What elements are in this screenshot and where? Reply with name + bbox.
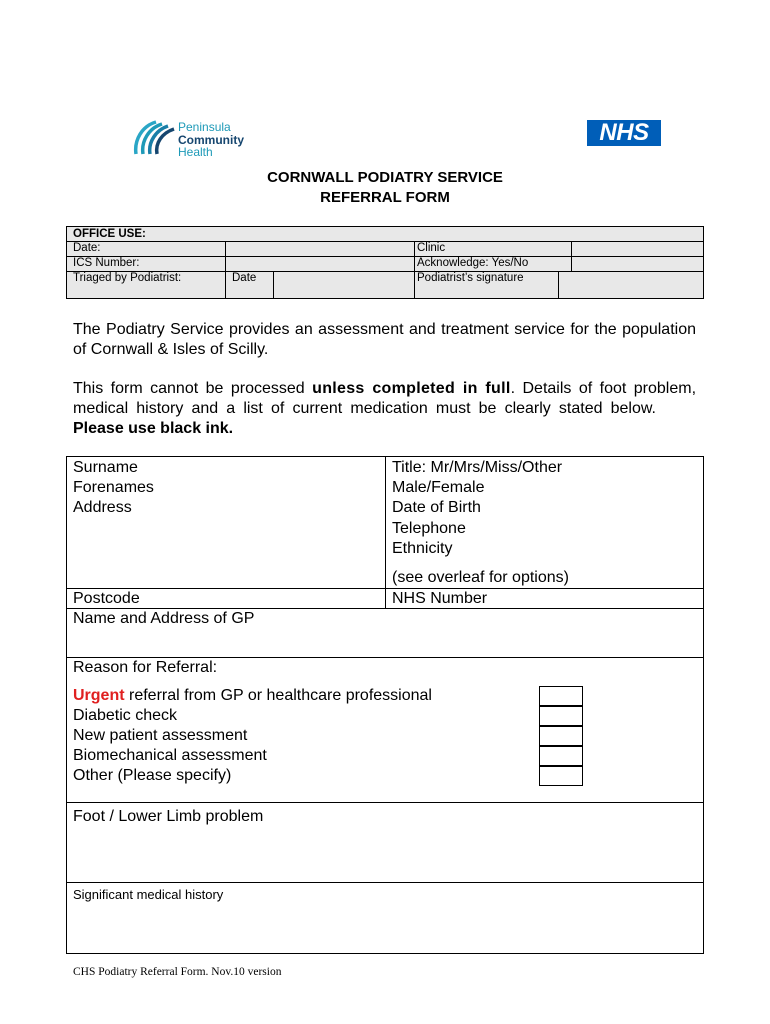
new-patient-option: New patient assessment — [73, 727, 248, 744]
date-label: Date: — [73, 242, 101, 254]
reason-heading: Reason for Referral: — [73, 659, 218, 676]
ethnicity-note: (see overleaf for options) — [392, 569, 569, 586]
black-ink-notice: Please use black ink. — [73, 420, 234, 437]
form-title-line-1: CORNWALL PODIATRY SERVICE — [267, 169, 503, 186]
diabetic-check-option: Diabetic check — [73, 707, 178, 724]
date-of-birth-label: Date of Birth — [392, 499, 481, 516]
title-label: Title: Mr/Mrs/Miss/Other — [392, 459, 563, 476]
new-patient-checkbox[interactable] — [539, 726, 583, 746]
biomechanical-option: Biomechanical assessment — [73, 747, 267, 764]
footer-version: CHS Podiatry Referral Form. Nov.10 version — [73, 966, 282, 978]
form-title-line-2: REFERRAL FORM — [320, 189, 450, 206]
wave-logo-icon — [132, 118, 178, 158]
instructions-paragraph: This form cannot be processed unless completed in full. Details of foot problem, medical history and a list of current medication must be clearly stated below.Please use black ink. — [73, 380, 697, 437]
logo-line-1: Peninsula — [178, 120, 231, 134]
medical-history-label: Significant medical history — [73, 887, 224, 902]
urgent-checkbox[interactable] — [539, 686, 583, 706]
podiatrist-signature-label: Podiatrist’s signature — [417, 272, 524, 284]
gp-label: Name and Address of GP — [73, 610, 255, 627]
diabetic-checkbox[interactable] — [539, 706, 583, 726]
nhs-number-label: NHS Number — [392, 590, 488, 607]
foot-problem-label: Foot / Lower Limb problem — [73, 808, 264, 825]
triaged-label: Triaged by Podiatrist: — [73, 272, 182, 284]
office-use-table — [66, 226, 704, 299]
ics-number-label: ICS Number: — [73, 257, 140, 269]
gender-label: Male/Female — [392, 479, 485, 496]
intro-paragraph: The Podiatry Service provides an assessment and treatment service for the population of Cornwall & Isles of Scilly. — [73, 321, 696, 358]
referral-form-table — [66, 456, 704, 954]
biomechanical-checkbox[interactable] — [539, 746, 583, 766]
address-label: Address — [73, 499, 132, 516]
office-use-heading: OFFICE USE: — [73, 228, 146, 240]
forenames-label: Forenames — [73, 479, 154, 496]
urgent-word: Urgent — [73, 687, 125, 704]
acknowledge-label: Acknowledge: Yes/No — [417, 257, 529, 269]
other-checkbox[interactable] — [539, 766, 583, 786]
urgent-referral-option: Urgent referral from GP or healthcare professional — [73, 687, 432, 704]
logo-line-3: Health — [178, 145, 213, 159]
telephone-label: Telephone — [392, 520, 466, 537]
surname-label: Surname — [73, 459, 138, 476]
other-option: Other (Please specify) — [73, 767, 232, 784]
peninsula-community-health-logo — [132, 118, 282, 162]
postcode-label: Postcode — [73, 590, 140, 607]
logo-line-2: Community — [178, 132, 244, 147]
triaged-date-label: Date — [232, 272, 257, 284]
nhs-logo: NHS — [587, 120, 661, 146]
clinic-label: Clinic — [417, 242, 446, 254]
ethnicity-label: Ethnicity — [392, 540, 453, 557]
